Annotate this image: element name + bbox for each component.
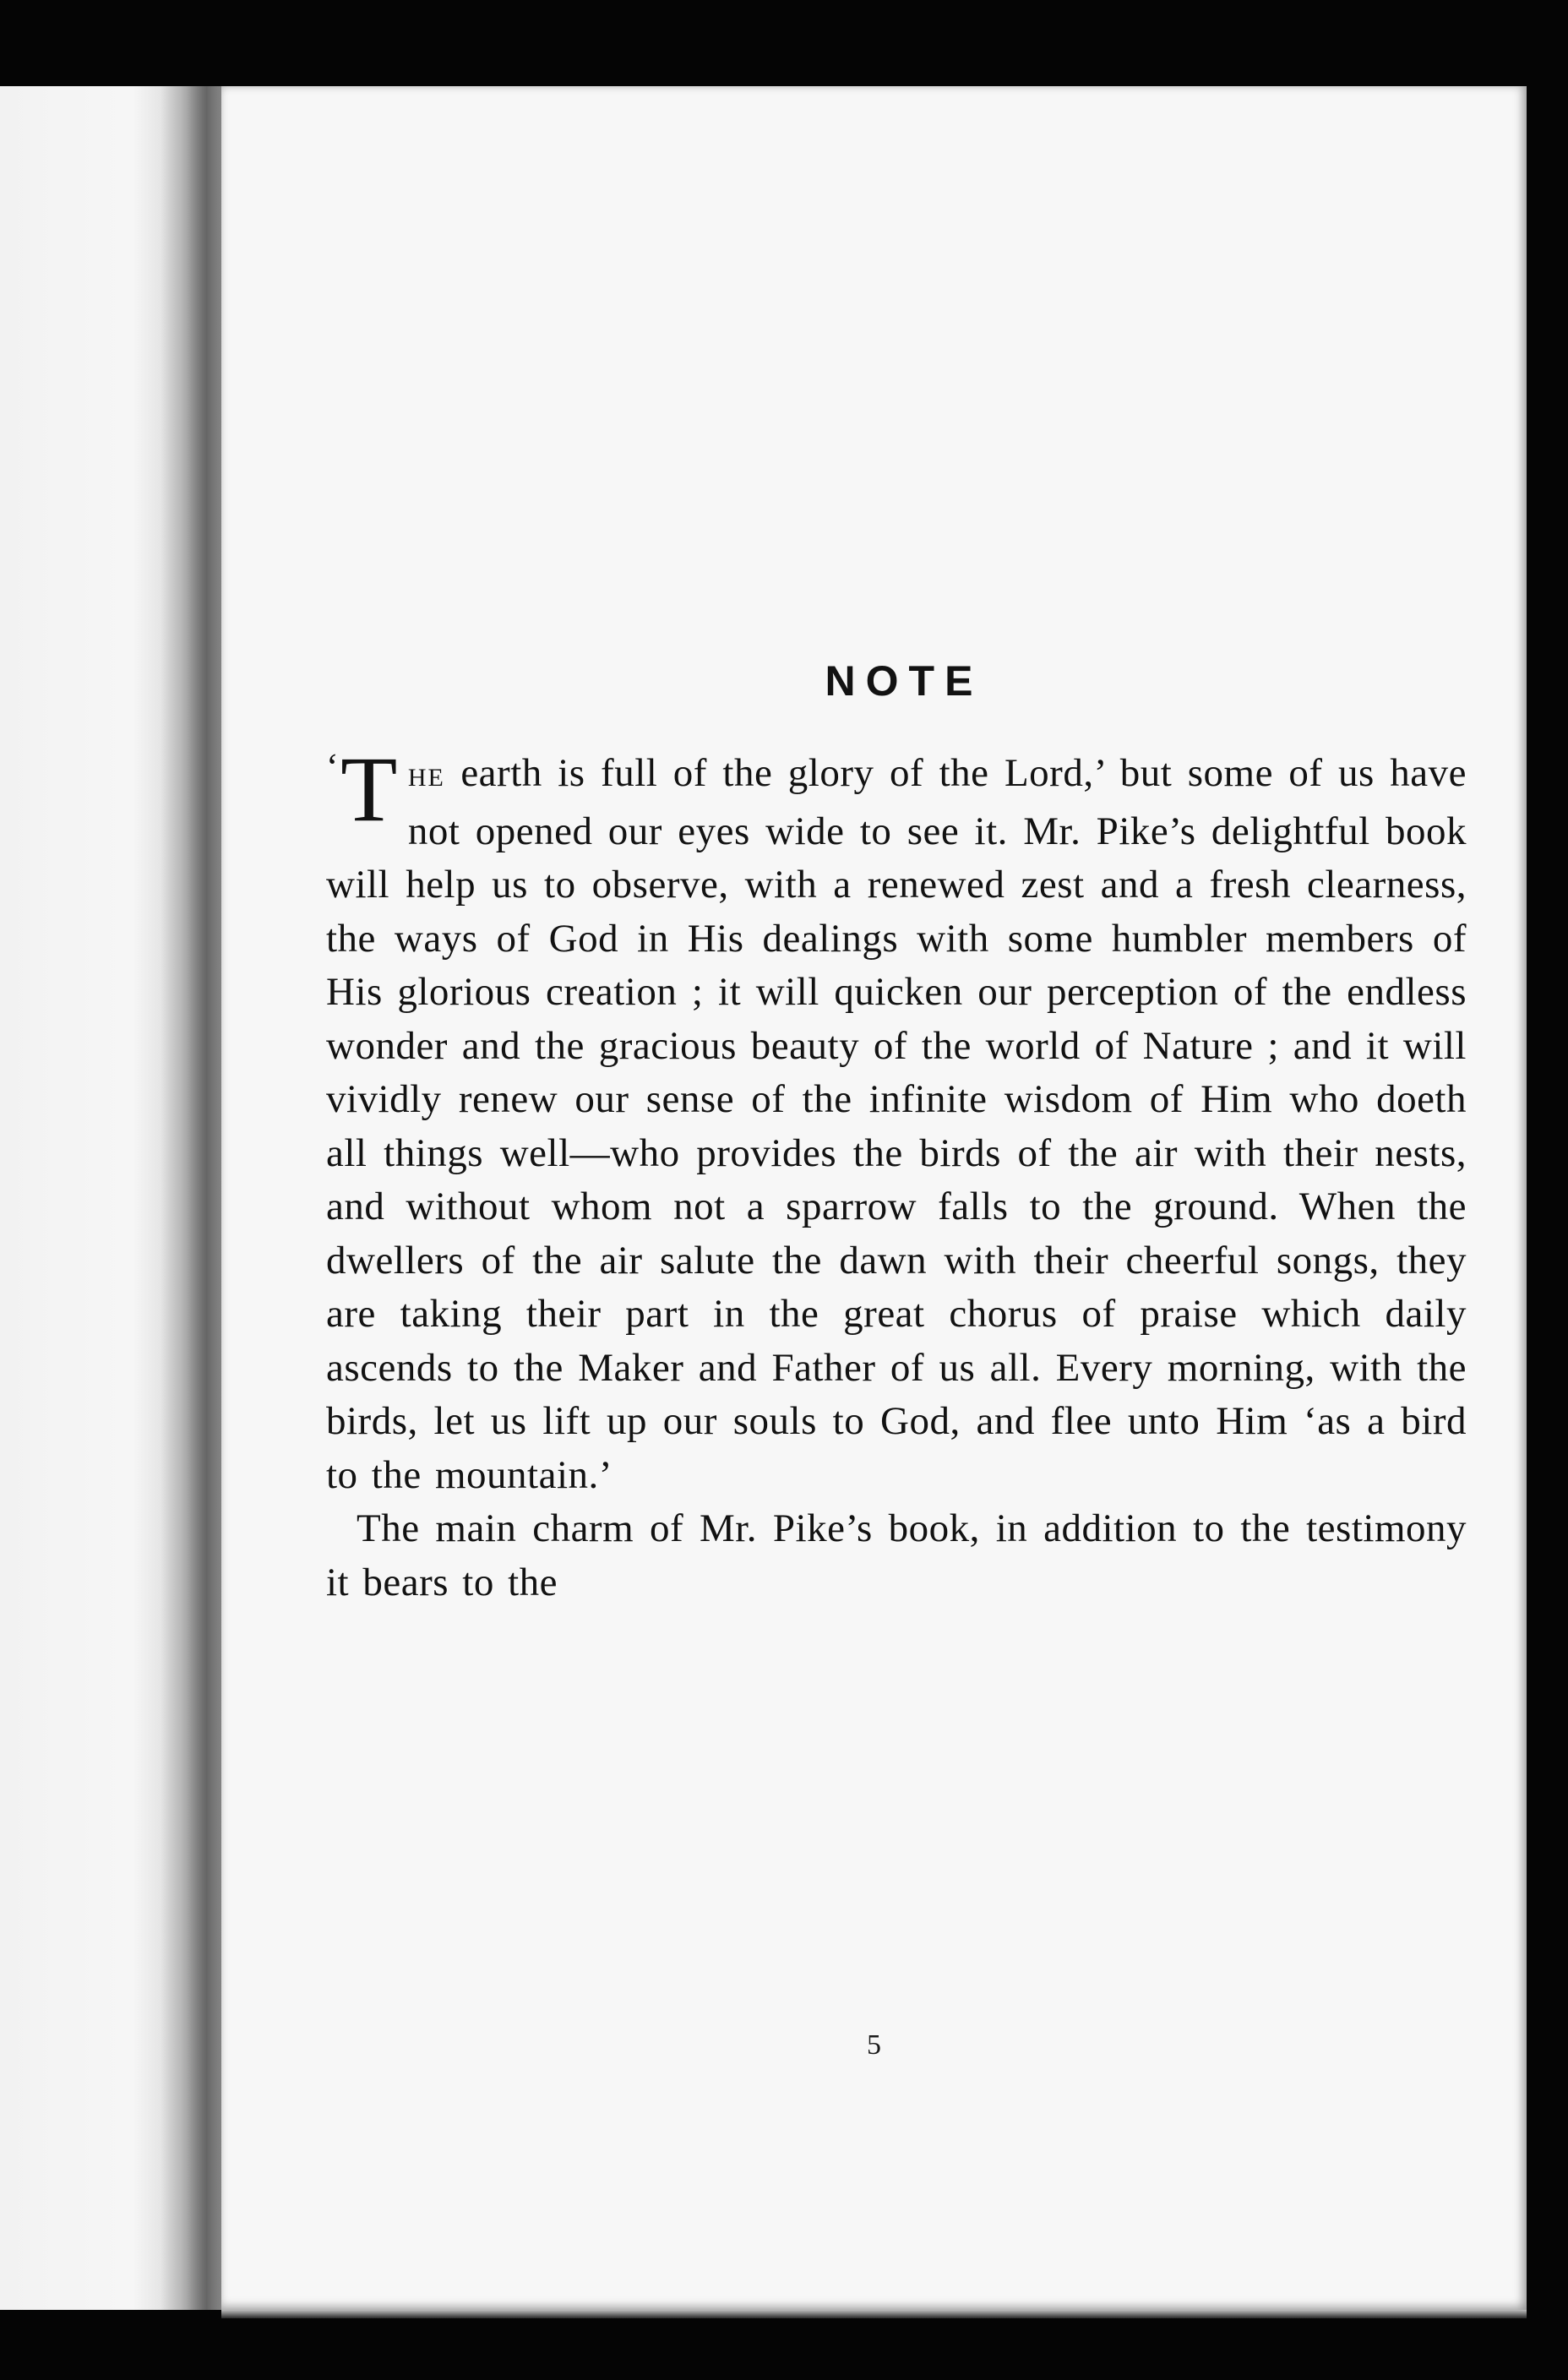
page-bottom-edge — [221, 2310, 1527, 2318]
lead-smallcaps: HE — [407, 764, 445, 792]
binding-gutter-shadow — [161, 86, 226, 2310]
page-number: 5 — [867, 2029, 881, 2061]
second-paragraph: The main charm of Mr. Pike’s book, in addition to the testimony it bears to the — [326, 1506, 1467, 1604]
book-page — [221, 86, 1527, 2310]
drop-cap-letter: T — [340, 738, 398, 841]
page-title: NOTE — [825, 657, 983, 705]
opening-quote-mark: ‘ — [326, 746, 340, 787]
page-text-block — [326, 651, 1467, 1609]
first-paragraph — [326, 738, 1467, 1502]
first-paragraph-text: earth is full of the glory of the Lord,’ but some of us have not opened our eyes wide to see it. Mr. Pike’s delightful book will help us to observe, with a renewed zest and a fresh clearness, the ways of God in His dealings with some humbler members of His glorious creation ; it will quicken our perception of the endless wonder and the gracious beauty of the world of Nature ; and it will vividly renew our sense of the infinite wisdom of Him who doeth all things well—who provides the birds of the air with their nests, and without whom not a sparrow falls to the ground. When the dwellers of the air salute the dawn with their cheerful songs, they are taking their part in the great chorus of praise which daily ascends to the Maker and Father of us all. Every morning, with the birds, let us lift up our souls to God, and flee unto Him ‘as a bird to the mountain.’ — [326, 751, 1467, 1497]
